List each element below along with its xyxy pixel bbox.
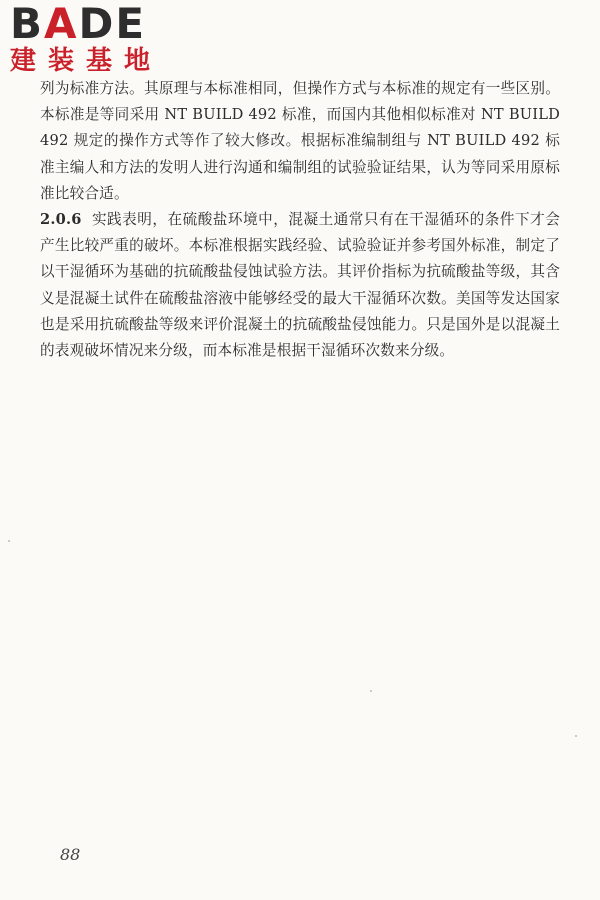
brand-logo (10, 2, 180, 76)
logo-subtitle: 建装基地 (10, 46, 163, 76)
clause-text: 实践表明，在硫酸盐环境中，混凝土通常只有在干湿循环的条件下才会产生比较严重的破坏。本标准根据实践经验、试验验证并参考国外标准，制定了以干湿循环为基础的抗硫酸盐侵蚀试验方法。其评价指标为抗硫酸盐等级，其含义是混凝土试件在硫酸盐溶液中能够经受的最大干湿循环次数。美国等发达国家也是采用抗硫酸盐等级来评价混凝土的抗硫酸盐侵蚀能力。只是国外是以混凝土的表观破坏情况来分级，而本标准是根据干湿循环次数来分级。 (40, 211, 560, 360)
scan-speck (8, 540, 10, 542)
page-number: 88 (60, 845, 81, 864)
scan-speck (370, 690, 372, 692)
scan-speck (575, 735, 577, 737)
clause-number: 2.0.6 (40, 211, 82, 229)
logo-brand-text: BADE (10, 0, 147, 48)
clause-2-0-6 (40, 207, 560, 364)
paragraph-continued: 列为标准方法。其原理与本标准相同，但操作方式与本标准的规定有一些区别。本标准是等同采用 NT BUILD 492 标准，而国内其他相似标准对 NT BUILD 492 规定的操作方式等作了较大修改。根据标准编制组与 NT BUILD 492 标准主编人和方法的发明人进行沟通和编制组的试验验证结果，认为等同采用原标准比较合适。 (40, 80, 560, 202)
page-body (40, 76, 560, 364)
